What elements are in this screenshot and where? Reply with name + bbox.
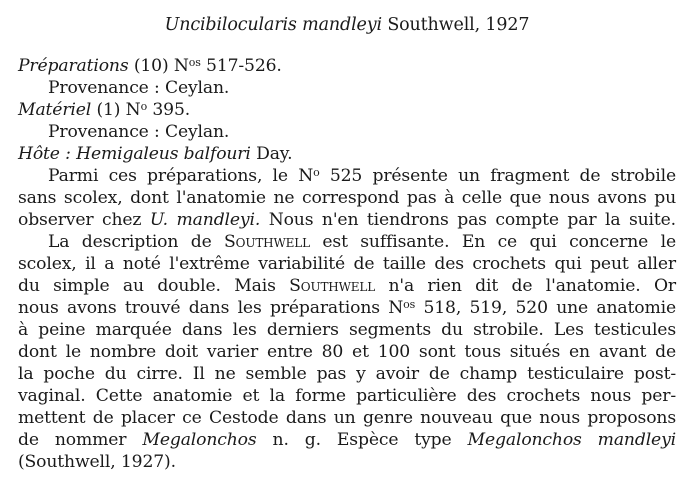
materiel-number: 395. [152,100,191,120]
host-species: Hemigaleus balfouri [76,144,251,164]
page-title [18,14,676,36]
genus-name: Megalonchos [142,430,257,450]
preparations-label: Préparations [18,56,129,76]
paragraph-2-line-5: à peine marquée dans les derniers segments du strobile. Les testicules [18,320,676,340]
preparations-numero: $N^{os}$ [173,56,201,76]
paragraph-2-line-11: (Southwell, 1927). [18,452,176,472]
paragraph-2-line-2: scolex, il a noté l'extrême variabilité de taille des crochets qui peut aller [18,254,676,274]
title-authority: Southwell, 1927 [387,15,530,35]
paragraph-2-line-3: du simple au double. Mais Southwell n'a rien dit de l'anatomie. Or [18,276,676,296]
paragraph-2-line-8: vaginal. Cette anatomie et la forme particulière des crochets nous per- [18,386,676,406]
title-species: Uncibilocularis mandleyi [164,15,382,35]
paragraph-2-line-6: dont le nombre doit varier entre 80 et 100 sont tous situés en avant de [18,342,676,362]
paragraph-2-line-7: la poche du cirre. Il ne semble pas y avoir de champ testiculaire post- [18,364,676,384]
host-label: Hôte : [18,144,71,164]
preparations-count: (10) [133,56,169,76]
preparations-provenance: Provenance : Ceylan. [48,78,230,98]
author-name: Southwell [289,276,376,296]
materiel-numero: $N^o$ [125,100,148,120]
paragraph-1-line-1: Parmi ces préparations, le $N^o$ 525 présente un fragment de strobile [48,166,676,186]
paragraph-1-line-3: observer chez U. mandleyi. Nous n'en tiendrons pas compte par la suite. [18,210,676,230]
preparations-range: 517-526. [206,56,282,76]
paragraph-2-line-4: nous avons trouvé dans les préparations $N^{os}$ 518, 519, 520 une anatomie [18,298,676,318]
host-line [18,143,676,165]
paragraph-2-line-1: La description de Southwell est suffisante. En ce qui concerne le [48,232,676,252]
materiel-provenance: Provenance : Ceylan. [48,122,230,142]
paragraph-2-line-9: mettent de placer ce Cestode dans un genre nouveau que nous proposons [18,408,676,428]
preparations-line [18,55,676,77]
materiel-line [18,99,676,121]
type-species-name: Megalonchos mandleyi [467,430,676,450]
materiel-count: (1) [96,100,121,120]
materiel-label: Matériel [18,100,92,120]
species-name: U. mandleyi. [149,210,261,230]
paragraph-2 [18,231,676,473]
host-author: Day. [256,144,293,164]
paragraph-1 [18,165,676,231]
document-page [18,14,676,473]
paragraph-1-line-2: sans scolex, dont l'anatomie ne correspond pas à celle que nous avons pu [18,188,676,208]
paragraph-2-line-10: de nommer Megalonchos n. g. Espèce type Megalonchos mandleyi [18,430,676,450]
author-name: Southwell [224,232,310,252]
